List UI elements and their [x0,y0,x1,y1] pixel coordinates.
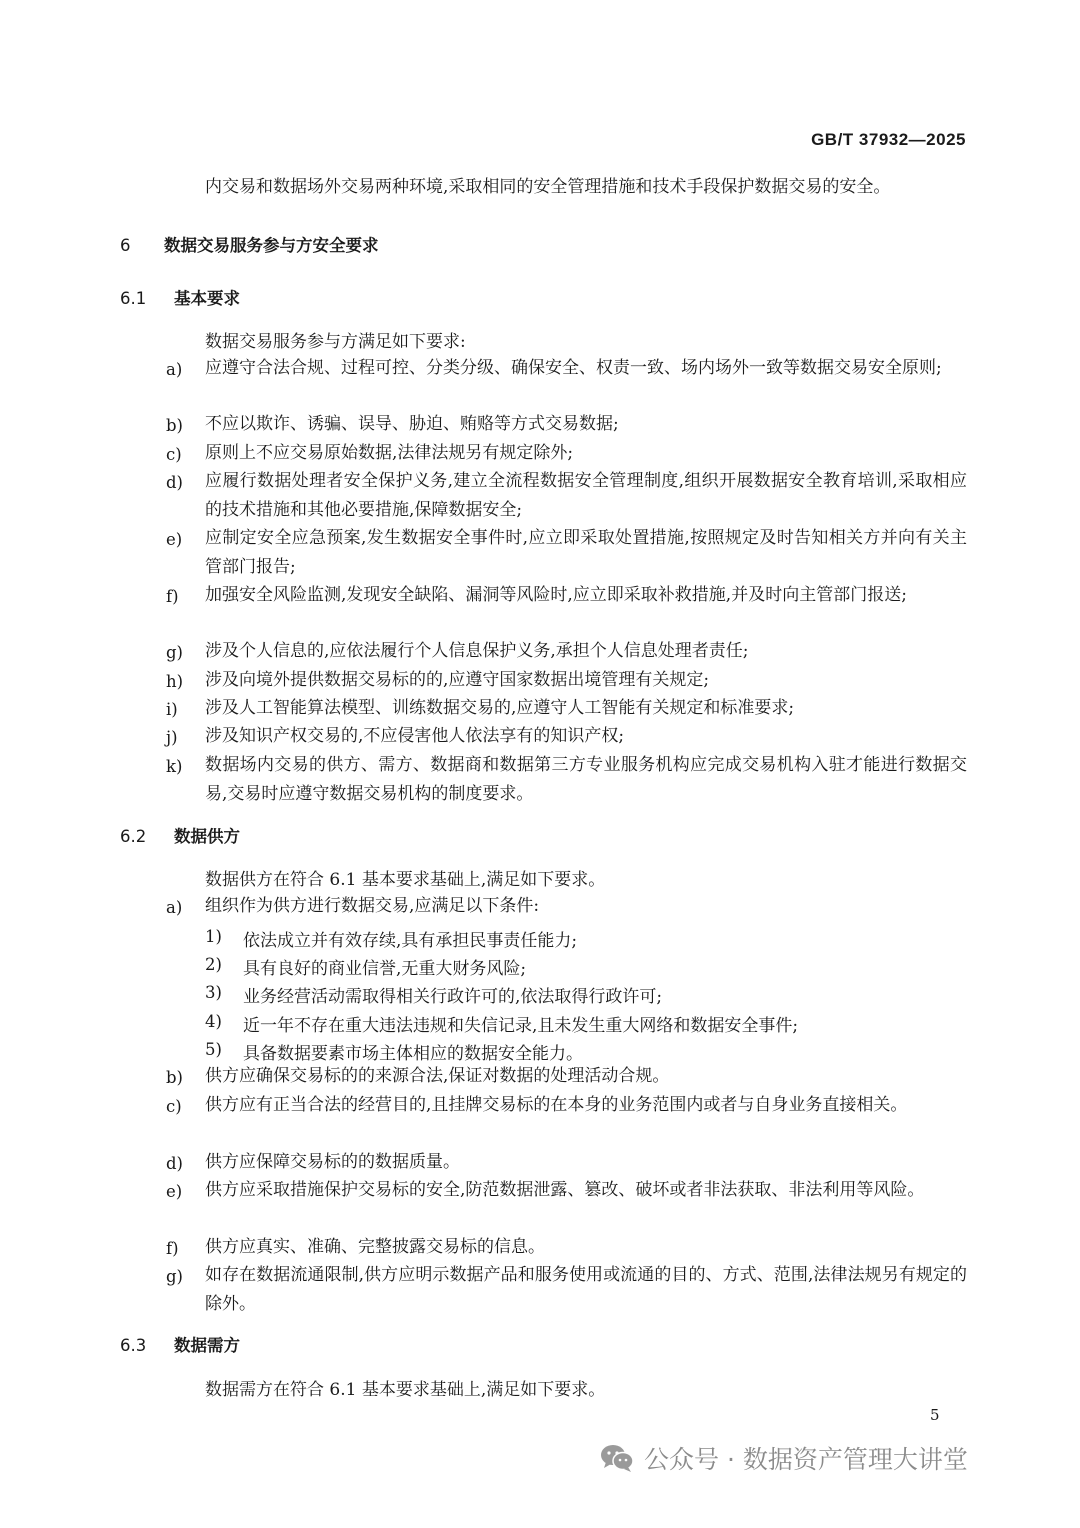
item-text: 组织作为供方进行数据交易,应满足以下条件: [205,896,540,916]
section-6-3-lead: 数据需方在符合 6.1 基本要求基础上,满足如下要求。 [205,1380,606,1400]
standard-code: GB/T 37932—2025 [811,130,966,149]
item-label: f) [166,1239,179,1258]
section-number: 6.2 [120,827,147,846]
item-text: 原则上不应交易原始数据,法律法规另有规定除外; [205,443,574,463]
section-6-3-heading [120,1336,240,1356]
item-text: 应遵守合法合规、过程可控、分类分级、确保安全、权责一致、场内场外一致等数据交易安全原则; [205,358,942,378]
section-number: 6 [120,236,131,255]
item-text: 供方应确保交易标的的来源合法,保证对数据的处理活动合规。 [205,1066,670,1086]
intro-line: 内交易和数据场外交易两种环境,采取相同的安全管理措施和技术手段保护数据交易的安全。 [205,177,891,197]
item-label: b) [166,1068,183,1087]
sub-item-label: 2) [205,955,222,974]
item-text: 数据场内交易的供方、需方、数据商和数据第三方专业服务机构应完成交易机构入驻才能进行数据交易,交易时应遵守数据交易机构的制度要求。 [205,755,967,804]
section-title: 数据交易服务参与方安全要求 [164,236,379,255]
section-6-2-lead: 数据供方在符合 6.1 基本要求基础上,满足如下要求。 [205,870,606,890]
sub-item-text: 依法成立并有效存续,具有承担民事责任能力; [243,931,578,951]
sub-item-label: 3) [205,983,222,1002]
item-text: 供方应真实、准确、完整披露交易标的信息。 [205,1237,545,1257]
item-text: 应制定安全应急预案,发生数据安全事件时,应立即采取处置措施,按照规定及时告知相关方并向有关主管部门报告; [205,528,967,577]
page-number: 5 [930,1406,940,1424]
item-label: b) [166,416,183,435]
sub-item-text: 具备数据要素市场主体相应的数据安全能力。 [243,1044,583,1064]
sub-item-label: 1) [205,927,222,946]
sub-item-text: 具有良好的商业信誉,无重大财务风险; [243,959,527,979]
section-6-2-heading [120,827,240,847]
section-6-heading [120,236,379,256]
item-text: 加强安全风险监测,发现安全缺陷、漏洞等风险时,应立即采取补救措施,并及时向主管部门报送; [205,585,907,605]
item-label: e) [166,530,183,549]
item-label: g) [166,1267,183,1286]
sub-item-label: 5) [205,1040,222,1059]
item-label: i) [166,700,178,719]
item-text: 如存在数据流通限制,供方应明示数据产品和服务使用或流通的目的、方式、范围,法律法规另有规定的除外。 [205,1265,967,1314]
footer-text: 公众号 · 数据资产管理大讲堂 [644,1445,968,1474]
item-text: 供方应保障交易标的的数据质量。 [205,1152,460,1172]
item-label: h) [166,672,184,691]
item-label: a) [166,360,183,379]
item-text: 涉及知识产权交易的,不应侵害他人依法享有的知识产权; [205,726,625,746]
sub-item-text: 近一年不存在重大违法违规和失信记录,且未发生重大网络和数据安全事件; [243,1016,799,1036]
item-text: 供方应采取措施保护交易标的安全,防范数据泄露、篡改、破坏或者非法获取、非法利用等风险。 [205,1180,925,1200]
wechat-icon [600,1443,634,1473]
section-title: 数据需方 [174,1336,240,1355]
item-label: j) [166,728,178,747]
item-label: c) [166,445,182,464]
section-number: 6.3 [120,1336,147,1355]
section-number: 6.1 [120,289,147,308]
item-label: d) [166,1154,183,1173]
section-6-1-heading [120,289,240,309]
section-6-1-lead: 数据交易服务参与方满足如下要求: [205,332,466,352]
item-label: e) [166,1182,183,1201]
item-label: d) [166,473,183,492]
item-text: 涉及向境外提供数据交易标的的,应遵守国家数据出境管理有关规定; [205,670,710,690]
section-title: 基本要求 [174,289,240,308]
item-label: k) [166,757,183,776]
item-text: 不应以欺诈、诱骗、误导、胁迫、贿赂等方式交易数据; [205,414,619,434]
watermark-footer [600,1440,968,1476]
item-text: 涉及个人信息的,应依法履行个人信息保护义务,承担个人信息处理者责任; [205,641,749,661]
item-label: a) [166,898,183,917]
item-text: 应履行数据处理者安全保护义务,建立全流程数据安全管理制度,组织开展数据安全教育培训,采取相应的技术措施和其他必要措施,保障数据安全; [205,471,967,520]
item-label: f) [166,587,179,606]
sub-item-text: 业务经营活动需取得相关行政许可的,依法取得行政许可; [243,987,663,1007]
item-text: 涉及人工智能算法模型、训练数据交易的,应遵守人工智能有关规定和标准要求; [205,698,795,718]
item-text: 供方应有正当合法的经营目的,且挂牌交易标的在本身的业务范围内或者与自身业务直接相关。 [205,1095,908,1115]
item-label: c) [166,1097,182,1116]
sub-item-label: 4) [205,1012,222,1031]
item-label: g) [166,643,183,662]
section-title: 数据供方 [174,827,240,846]
